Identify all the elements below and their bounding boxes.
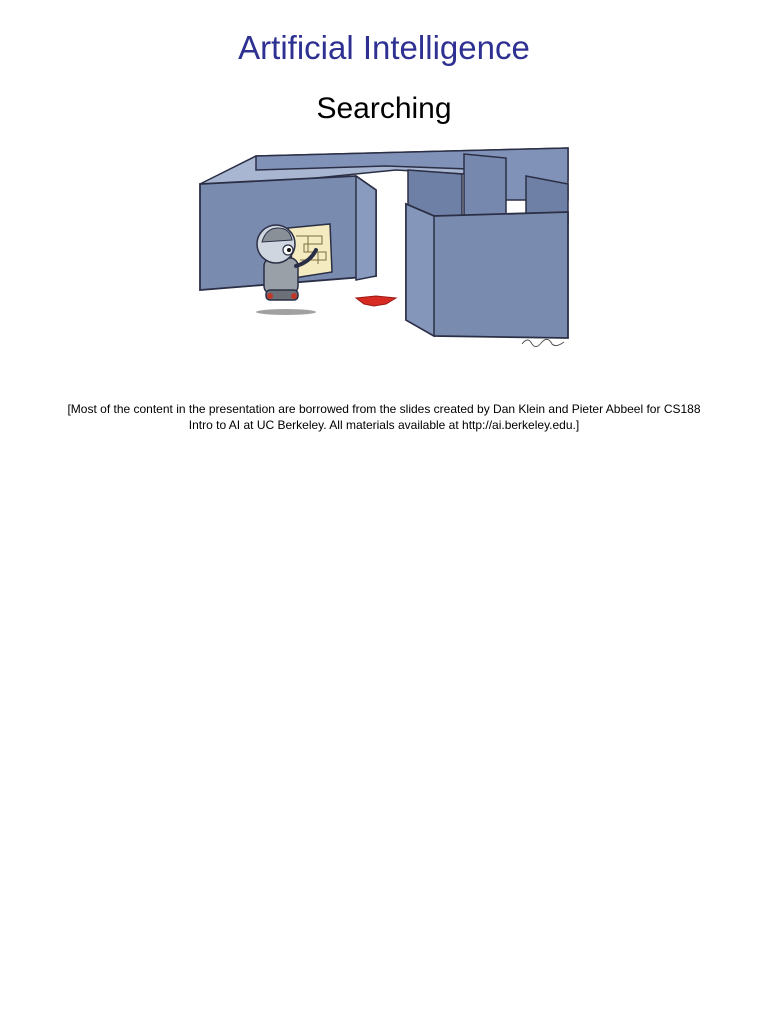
credits-line: [Most of the content in the presentation are borrowed from the slides created by Dan Klein and Pieter Abbeel for CS188 <box>67 402 701 416</box>
maze-wall-edge <box>406 204 434 336</box>
maze-robot-illustration <box>196 140 572 356</box>
maze-wall-edge <box>356 176 376 280</box>
floor-arrow-icon <box>356 296 396 306</box>
slide-title: Artificial Intelligence <box>238 29 530 66</box>
maze-inner-wall <box>464 154 506 218</box>
credits-line: Intro to AI at UC Berkeley. All materials available at http://ai.berkeley.edu.] <box>188 418 580 432</box>
robot-wheel <box>267 293 273 299</box>
robot-body <box>264 258 298 294</box>
artist-signature <box>522 339 564 346</box>
credits-note <box>60 401 708 433</box>
slide-subtitle: Searching <box>316 92 452 125</box>
robot-pupil <box>287 248 291 252</box>
robot-shadow <box>256 309 316 315</box>
robot-wheel <box>291 293 297 299</box>
